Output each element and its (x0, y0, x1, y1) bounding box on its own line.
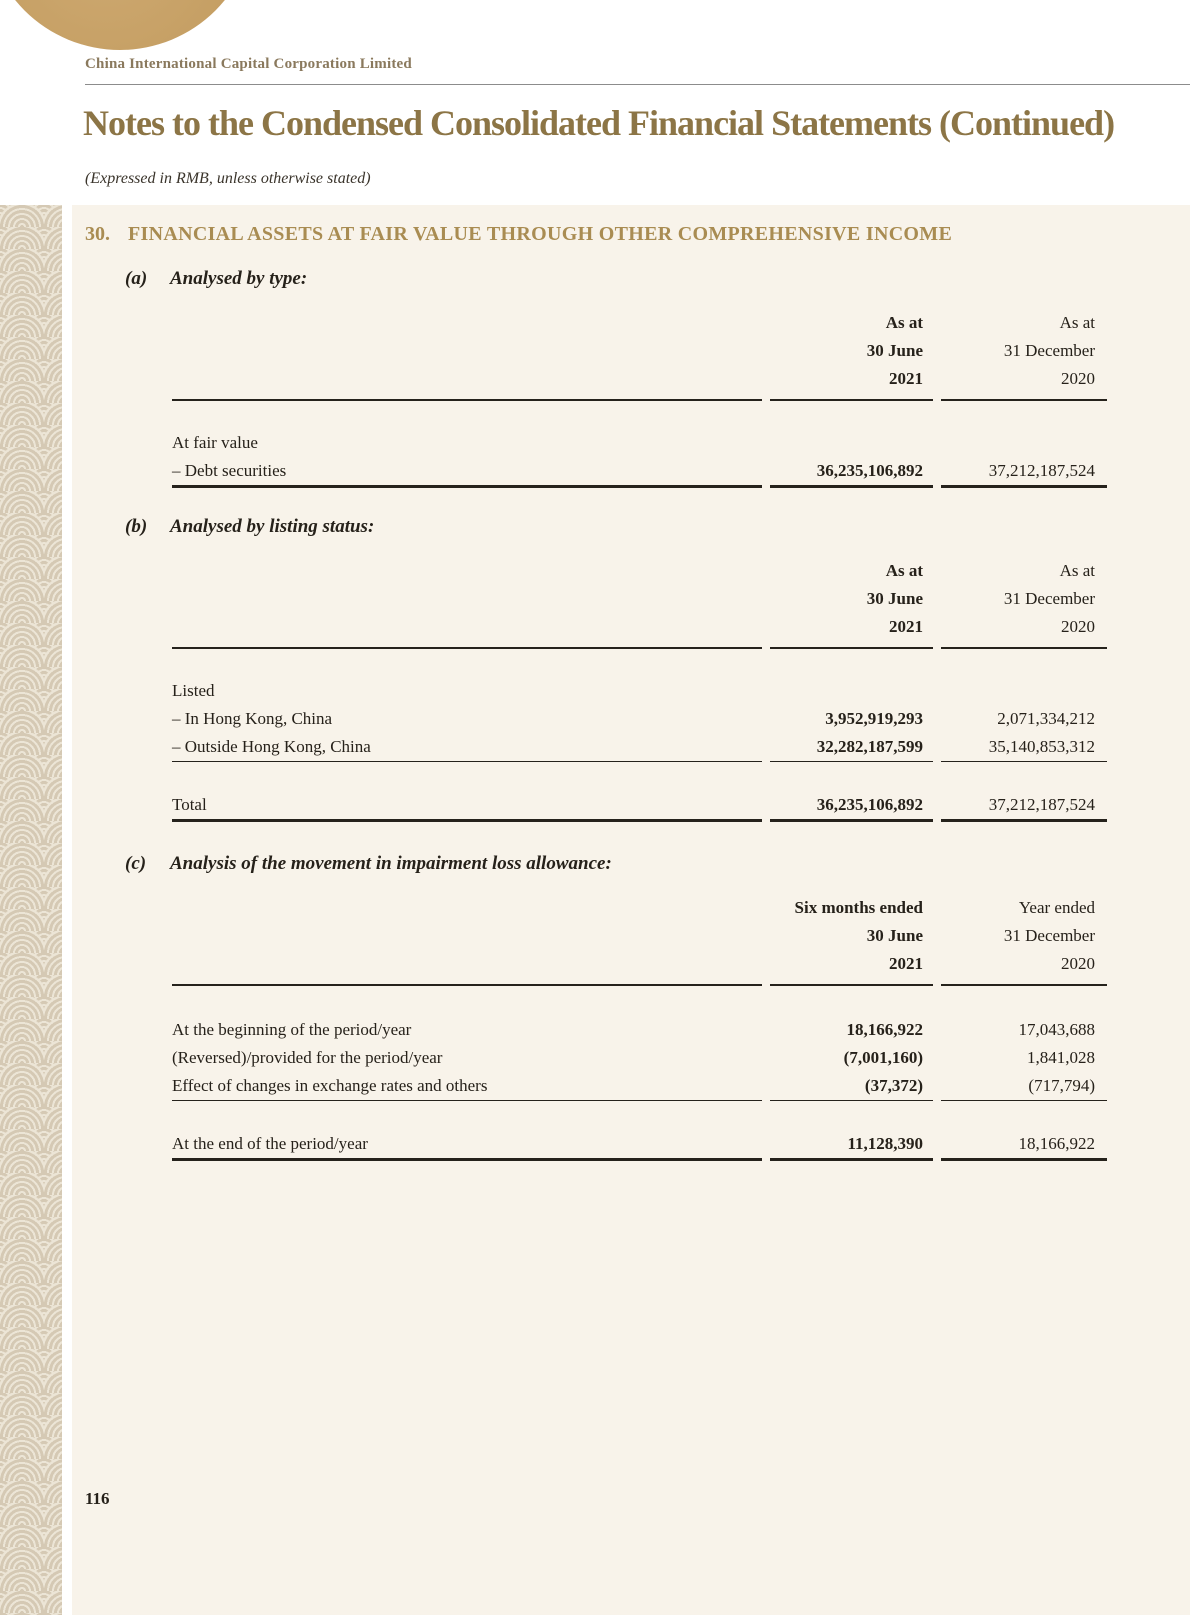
table-row (172, 429, 1107, 457)
value-current: (37,372) (864, 1076, 923, 1095)
value-current: 3,952,919,293 (825, 709, 923, 728)
value-prior (941, 429, 1107, 457)
table-a (172, 309, 1107, 488)
subsection-c-heading (125, 852, 1190, 876)
column-header-current (770, 894, 933, 978)
content-panel (72, 205, 1190, 1615)
table-a-header (172, 309, 1107, 393)
column-header-line: 31 December (1003, 341, 1095, 360)
value-prior: 1,841,028 (1027, 1048, 1095, 1067)
table-c-header-spacer (172, 894, 762, 978)
section-title: FINANCIAL ASSETS AT FAIR VALUE THROUGH OTHER COMPREHENSIVE INCOME (128, 223, 953, 245)
column-header-line: 30 June (866, 589, 923, 608)
value-prior: 18,166,922 (1018, 1134, 1095, 1153)
table-row (172, 1044, 1107, 1072)
value-current: 36,235,106,892 (816, 461, 923, 480)
subsection-a-heading (125, 267, 1190, 291)
table-row (172, 1016, 1107, 1044)
table-rule (172, 761, 1107, 762)
column-header-line: As at (1059, 313, 1095, 332)
value-current (770, 677, 933, 705)
decorative-pattern (0, 205, 62, 1615)
row-label: – Outside Hong Kong, China (172, 737, 371, 756)
column-header-prior (941, 557, 1107, 641)
row-label: – Debt securities (172, 461, 287, 480)
value-prior: (717,794) (1028, 1076, 1095, 1095)
section-number: 30. (85, 223, 110, 245)
subsection-c-label: (c) (125, 853, 147, 874)
value-prior: 35,140,853,312 (988, 737, 1095, 756)
column-header-prior (941, 309, 1107, 393)
column-header-line: As at (885, 561, 923, 580)
page-number: 116 (85, 1489, 110, 1508)
row-label: – In Hong Kong, China (172, 709, 333, 728)
value-current: 11,128,390 (847, 1134, 923, 1153)
value-prior: 2,071,334,212 (997, 709, 1095, 728)
value-prior: 37,212,187,524 (988, 461, 1095, 480)
column-header-current (770, 309, 933, 393)
column-header-line: As at (885, 313, 923, 332)
total-row (172, 791, 1107, 819)
column-header-line: 30 June (866, 926, 923, 945)
value-current: 18,166,922 (846, 1020, 923, 1039)
column-header-line: 30 June (866, 341, 923, 360)
table-rule (172, 485, 1107, 488)
page-subtitle: (Expressed in RMB, unless otherwise stated) (85, 170, 371, 187)
row-label: At fair value (172, 433, 258, 452)
column-header-line: As at (1059, 561, 1095, 580)
table-rule (172, 1158, 1107, 1161)
subsection-a-title: Analysed by type: (170, 268, 308, 289)
value-prior (941, 677, 1107, 705)
column-header-current (770, 557, 933, 641)
column-header-prior (941, 894, 1107, 978)
row-label: Listed (172, 681, 215, 700)
column-header-line: 2021 (889, 954, 923, 973)
row-label: Total (172, 795, 207, 814)
table-b (172, 557, 1107, 822)
value-current: 36,235,106,892 (816, 795, 923, 814)
table-c (172, 894, 1107, 1161)
page-title: Notes to the Condensed Consolidated Financial Statements (Continued) (83, 103, 1115, 143)
table-rule (172, 399, 1107, 401)
table-row (172, 733, 1107, 761)
column-header-line: 2020 (1061, 369, 1095, 388)
column-header-line: 31 December (1003, 926, 1095, 945)
column-header-line: 2021 (889, 369, 923, 388)
table-rule (172, 647, 1107, 649)
header-divider (85, 84, 1190, 85)
value-prior: 17,043,688 (1018, 1020, 1095, 1039)
table-rule (172, 984, 1107, 986)
value-prior: 37,212,187,524 (988, 795, 1095, 814)
column-header-line: 31 December (1003, 589, 1095, 608)
section-heading (85, 222, 1190, 246)
table-b-header-spacer (172, 557, 762, 641)
subsection-b-title: Analysed by listing status: (170, 516, 375, 537)
subsection-c-title: Analysis of the movement in impairment loss allowance: (170, 853, 612, 874)
value-current (770, 429, 933, 457)
value-current: 32,282,187,599 (816, 737, 923, 756)
table-rule (172, 819, 1107, 822)
table-b-header (172, 557, 1107, 641)
table-a-header-spacer (172, 309, 762, 393)
subsection-b-label: (b) (125, 516, 148, 537)
table-row (172, 1072, 1107, 1100)
row-label: At the end of the period/year (172, 1134, 368, 1153)
value-current: (7,001,160) (843, 1048, 923, 1067)
company-name: China International Capital Corporation Limited (85, 56, 412, 72)
column-header-line: 2021 (889, 617, 923, 636)
row-label: (Reversed)/provided for the period/year (172, 1048, 443, 1067)
table-rule (172, 1100, 1107, 1101)
column-header-line: Year ended (1018, 898, 1095, 917)
table-row (172, 677, 1107, 705)
table-c-header (172, 894, 1107, 978)
total-row (172, 1130, 1107, 1158)
logo-circle (0, 0, 255, 50)
table-row (172, 457, 1107, 485)
row-label: Effect of changes in exchange rates and others (172, 1076, 488, 1095)
column-header-line: 2020 (1061, 954, 1095, 973)
subsection-a-label: (a) (125, 268, 148, 289)
subsection-b-heading (125, 515, 1190, 539)
row-label: At the beginning of the period/year (172, 1020, 412, 1039)
column-header-line: 2020 (1061, 617, 1095, 636)
table-row (172, 705, 1107, 733)
column-header-line: Six months ended (794, 898, 923, 917)
